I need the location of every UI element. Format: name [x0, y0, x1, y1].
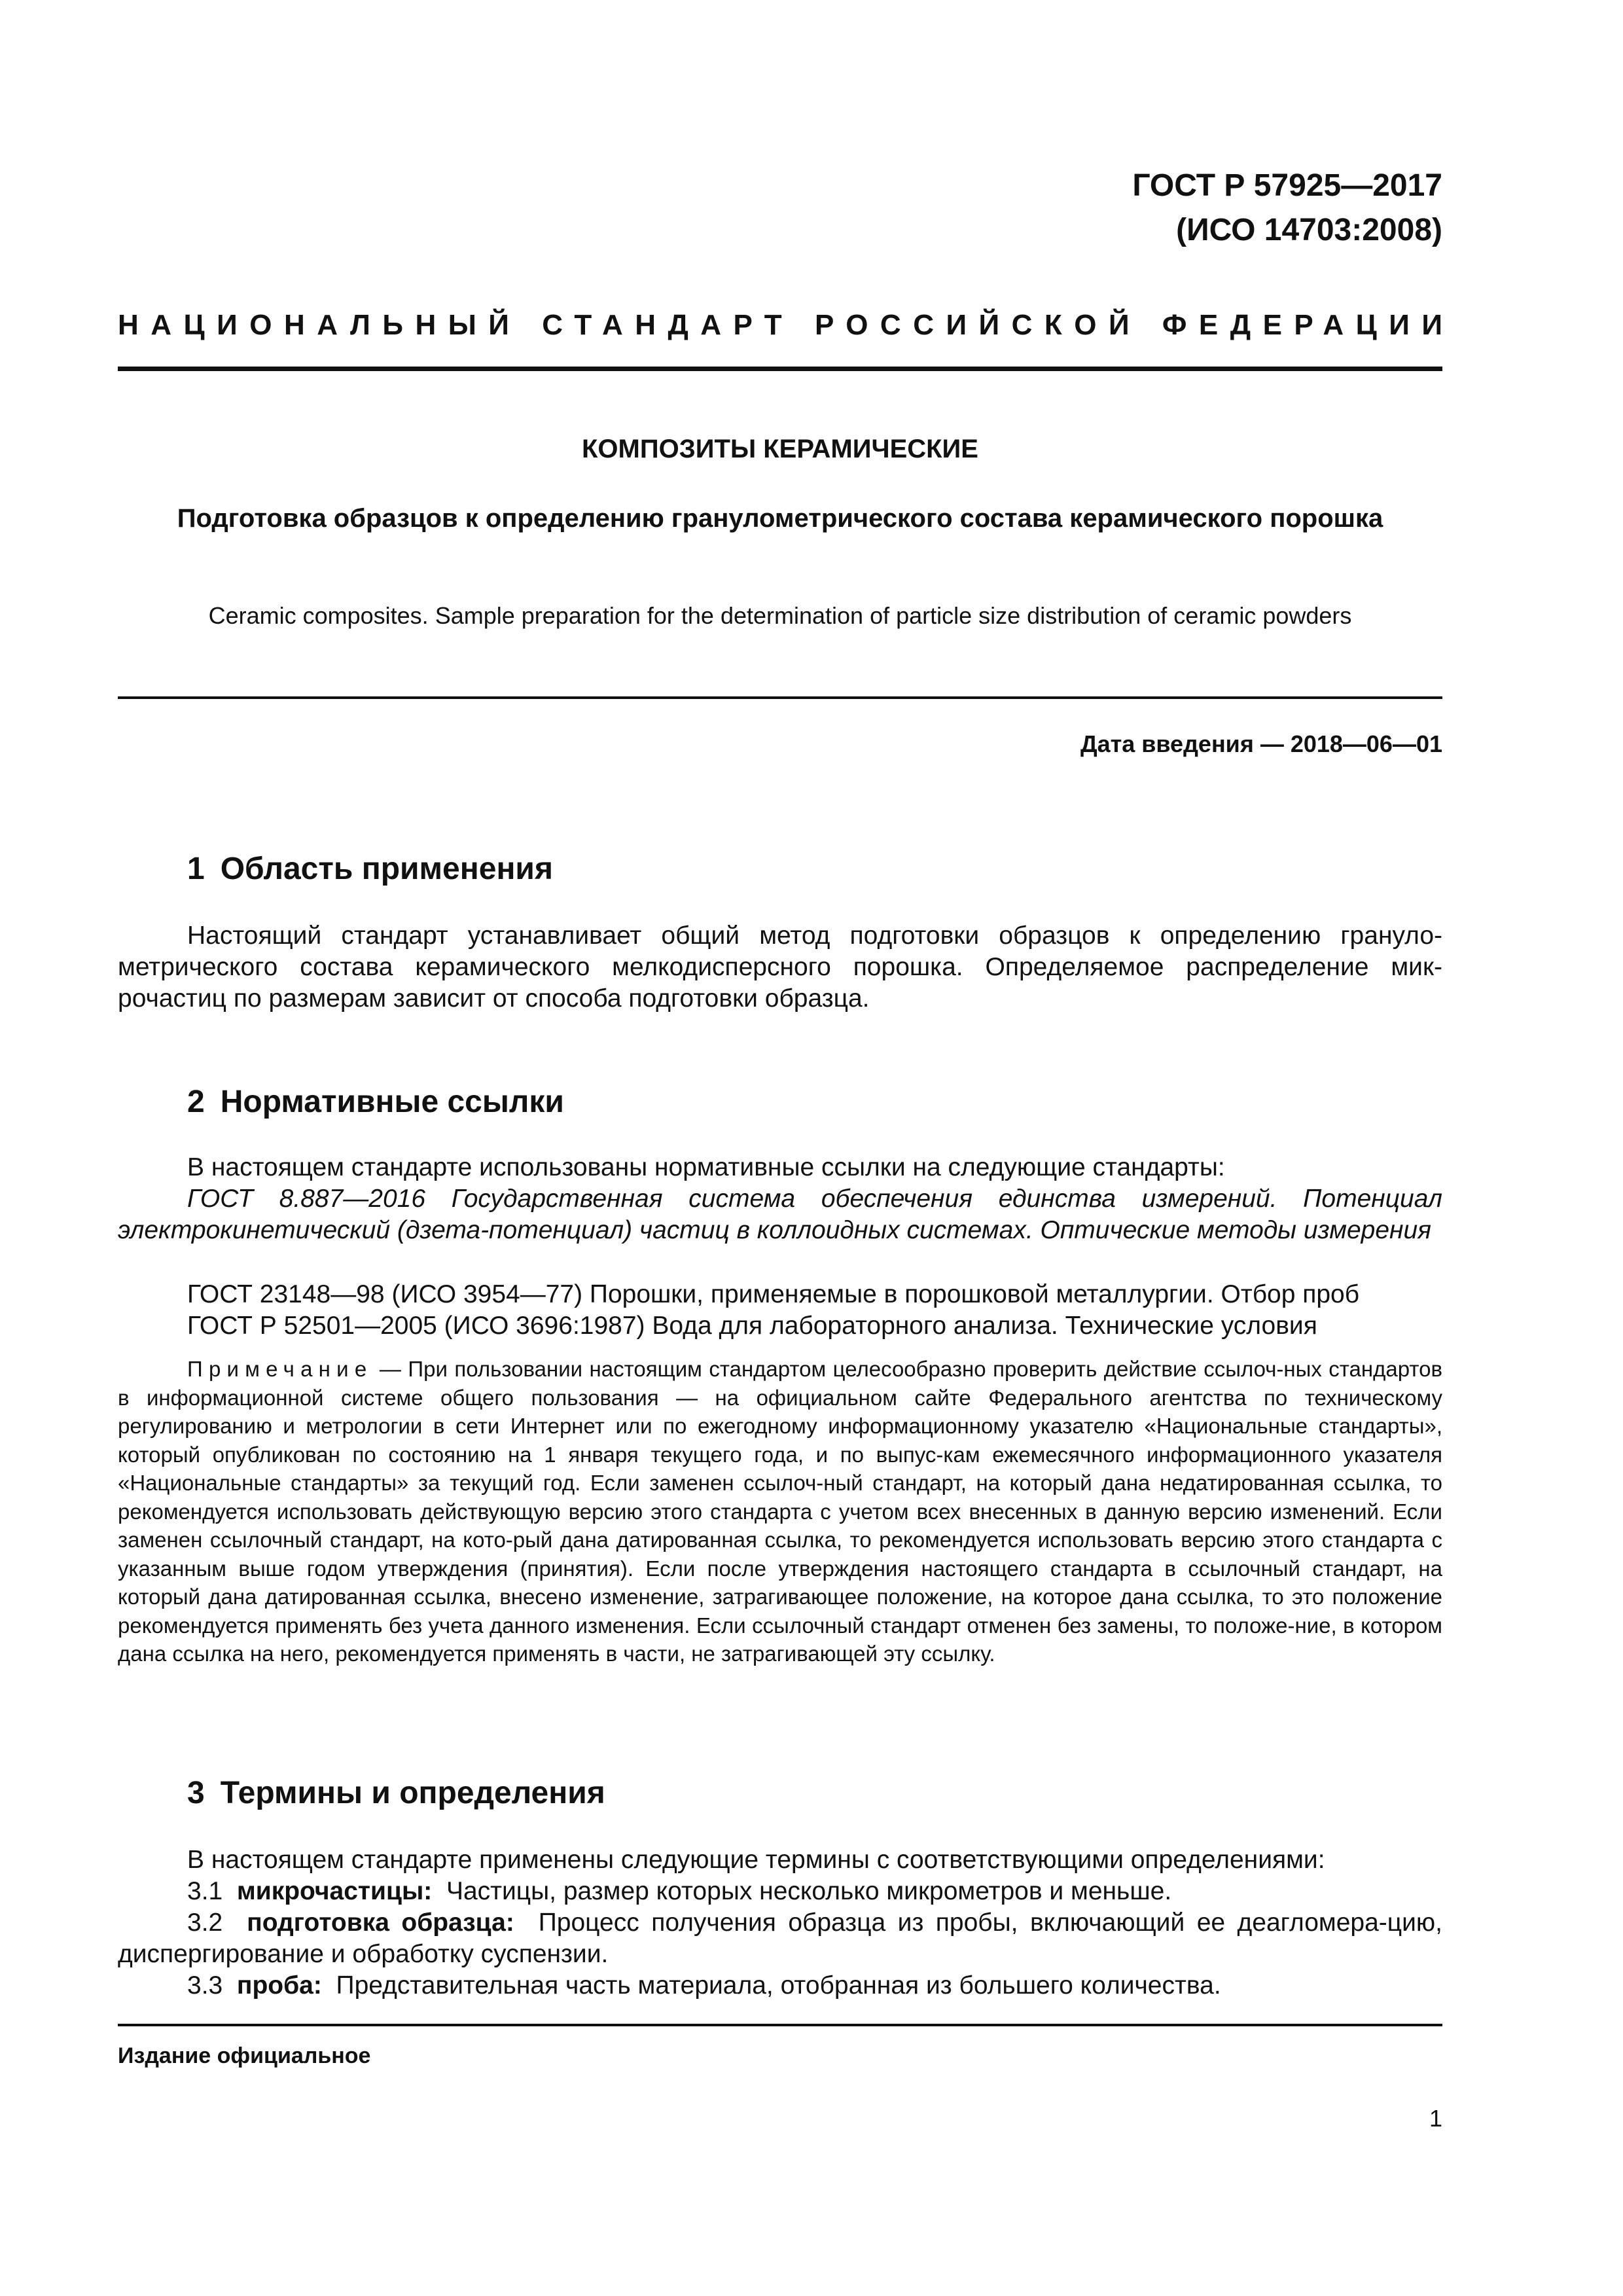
term-number: 3.3 [187, 1971, 223, 2000]
section-1-text: Настоящий стандарт устанавливает общий метод подготовки образцов к определению грануло-метрического состава керамического мелкодисперсного порошка. Определяемое распределение мик-рочастиц по размерам зависит от способа подготовки образца. [118, 922, 1442, 1013]
document-title: КОМПОЗИТЫ КЕРАМИЧЕСКИЕ [582, 435, 978, 463]
term-name: проба: [236, 1971, 322, 2000]
reference-gost-8887: ГОСТ 8.887—2016 Государственная система обеспечения единства измерений. Потенциал электрокинетический (дзета-потенциал) частиц в коллоидных системах. Оптические методы измерения [118, 1185, 1442, 1244]
gost-designation [1132, 164, 1442, 253]
english-title: Ceramic composites. Sample preparation for the determination of particle size distribution of ceramic powders [208, 602, 1352, 629]
terms-intro: В настоящем стандарте применены следующие термины с соответствующими определениями: [187, 1846, 1325, 1874]
term-definition: Частицы, размер которых несколько микрометров и меньше. [446, 1877, 1172, 1905]
section-title: Термины и определения [220, 1776, 605, 1810]
banner-word: СТАНДАРТ [542, 309, 794, 341]
introduction-date: Дата введения — 2018—06—01 [1080, 730, 1442, 757]
term-number: 3.1 [187, 1877, 223, 1905]
term-name: подготовка образца: [247, 1909, 514, 1937]
term-definition: Представительная часть материала, отобранная из большего количества. [336, 1971, 1221, 2000]
term-3-1 [187, 1876, 1171, 1907]
official-edition-label: Издание официальное [118, 2043, 371, 2068]
section-number: 2 [187, 1085, 205, 1119]
document-subtitle: Подготовка образцов к определению гранулометрического состава керамического порошка [177, 504, 1383, 533]
references-note [118, 1355, 1442, 1668]
section-title: Нормативные ссылки [220, 1085, 564, 1119]
section-number: 3 [187, 1776, 205, 1810]
section-heading-2 [187, 1084, 564, 1120]
term-definition: Процесс получения образца из пробы, включающий ее деагломера-цию, диспергирование и обработку суспензии. [118, 1909, 1442, 1968]
section-number: 1 [187, 852, 205, 886]
banner-word: ФЕДЕРАЦИИ [1162, 309, 1455, 341]
note-text: — При пользовании настоящим стандартом целесообразно проверить действие ссылоч-ных стандартов в информационной системе общего пользования — на официальном сайте Федерального агентства по техническому регулированию и метрологии в сети Интернет или по ежегодному информационному указателю «Национальные стандарты», который опубликован по состоянию на 1 января текущего года, и по выпус-кам ежемесячного информационного указателя «Национальные стандарты» за текущий год. Если заменен ссылоч-ный стандарт, на который дана недатированная ссылка, то рекомендуется использовать действующую версию этого стандарта с учетом всех внесенных в данную версию изменений. Если заменен ссылочный стандарт, на кото-рый дана датированная ссылка, то рекомендуется использовать версию этого стандарта с указанным выше годом утверждения (принятия). Если после утверждения настоящего стандарта в ссылочный стандарт, на который дана датированная ссылка, внесено изменение, затрагивающее положение, на которое дана ссылка, то это положение рекомендуется применять без учета данного изменения. Если ссылочный стандарт отменен без замены, то положе-ние, в котором дана ссылка на него, рекомендуется применять в части, не затрагивающей эту ссылку. [118, 1357, 1442, 1666]
footer-rule [118, 2024, 1442, 2026]
banner-word: НАЦИОНАЛЬНЫЙ [118, 309, 522, 341]
gost-number: ГОСТ Р 57925—2017 [1132, 168, 1442, 203]
term-number: 3.2 [187, 1909, 223, 1937]
reference-gost-23148: ГОСТ 23148—98 (ИСО 3954—77) Порошки, применяемые в порошковой металлургии. Отбор проб [187, 1280, 1360, 1308]
iso-number: (ИСО 14703:2008) [1176, 213, 1442, 247]
national-standard-banner [118, 309, 1455, 342]
term-3-3 [187, 1970, 1221, 2001]
term-name: микрочастицы: [236, 1877, 433, 1905]
header-rule [118, 367, 1442, 371]
references-intro: В настоящем стандарте использованы нормативные ссылки на следующие стандарты: [187, 1153, 1225, 1181]
title-rule [118, 696, 1442, 699]
section-heading-1 [187, 851, 553, 887]
page-number: 1 [1429, 2105, 1442, 2132]
term-3-2 [118, 1907, 1442, 1970]
reference-gost-52501: ГОСТ Р 52501—2005 (ИСО 3696:1987) Вода для лабораторного анализа. Технические условия [187, 1312, 1317, 1340]
section-title: Область применения [220, 852, 553, 886]
banner-word: РОССИЙСКОЙ [814, 309, 1142, 341]
note-label: Примечание [187, 1357, 373, 1381]
section-heading-3 [187, 1775, 605, 1811]
